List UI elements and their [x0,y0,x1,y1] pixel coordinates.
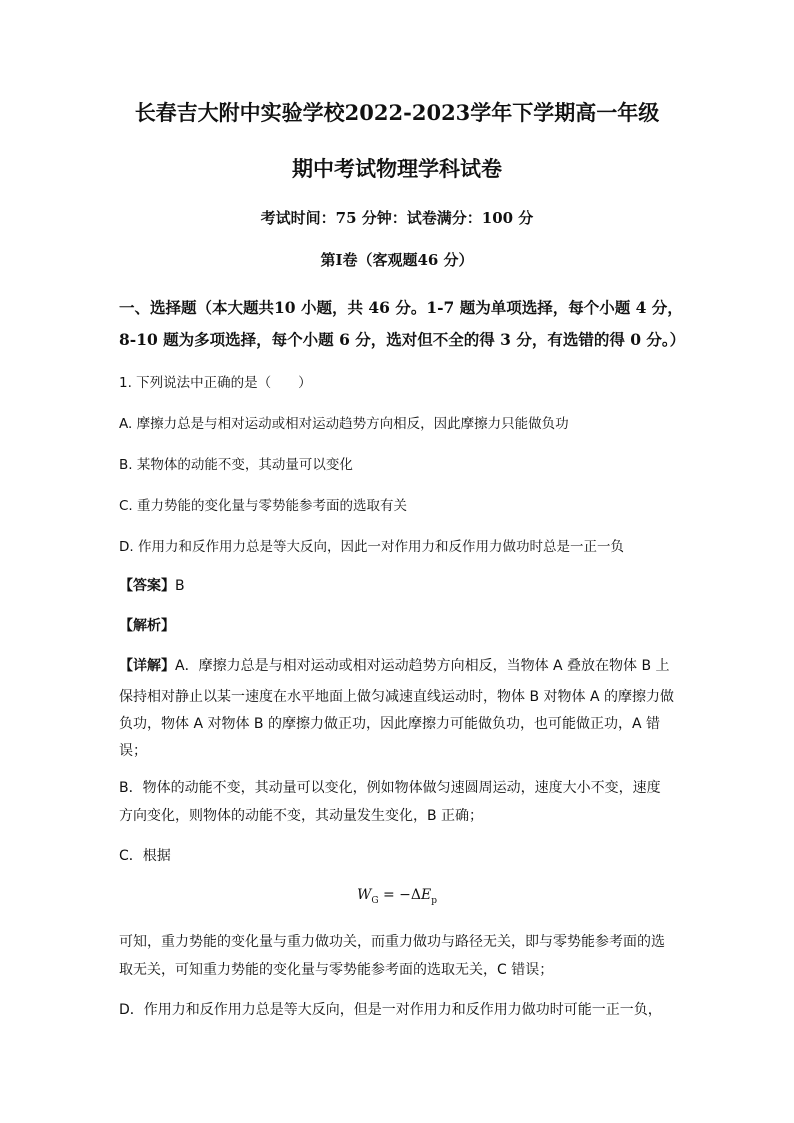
formula-op: = −Δ [378,887,422,903]
d-explanation-line-1: D．作用力和反作用力总是等大反向，但是一对作用力和反作用力做功时可能一正一负， [119,1002,662,1018]
answer-value: B [175,578,185,594]
detail-line-4: 误； [119,743,147,759]
option-d: D. 作用力和反作用力总是等大反向，因此一对作用力和反作用力做功时总是一正一负 [119,539,624,555]
answer-line [119,575,185,595]
c-explanation-line-2: 取无关，可知重力势能的变化量与零势能参考面的选取无关，C 错误； [119,962,554,978]
b-explanation-line-2: 方向变化，则物体的动能不变，其动量发生变化，B 正确； [119,808,484,824]
question-stem: 1. 下列说法中正确的是（ ） [119,375,312,391]
page-title-line-1: 长春吉大附中实验学校2022-2023学年下学期高一年级 [134,100,660,125]
c-explanation-line-1: 可知，重力势能的变化量与重力做功关，而重力做功与路径无关，即与零势能参考面的选 [119,934,665,950]
analysis-label-text: 【解析】 [119,618,175,634]
option-b: B. 某物体的动能不变，其动量可以变化 [119,457,353,473]
b-explanation-line-1: B．物体的动能不变，其动量可以变化，例如物体做匀速圆周运动，速度大小不变，速度 [119,780,661,796]
detail-line-3: 负功，物体 A 对物体 B 的摩擦力做正功，因此摩擦力可能做负功，也可能做正功，A 错 [119,716,661,732]
page-title-line-2: 期中考试物理学科试卷 [292,156,502,181]
section-instructions-line-2: 8-10 题为多项选择，每个小题 6 分，选对但不全的得 3 分，有选错的得 0 分。） [119,330,686,349]
exam-info: 考试时间：75 分钟：试卷满分：100 分 [260,209,534,227]
formula-rhs: E [421,887,432,903]
formula-rhs-sub: p [431,895,438,906]
detail-text-1: A．摩擦力总是与相对运动或相对运动趋势方向相反，当物体 A 叠放在物体 B 上 [175,658,670,674]
formula-lhs: W [356,887,372,903]
detail-line-2: 保持相对静止以某一速度在水平地面上做匀减速直线运动时，物体 B 对物体 A 的摩擦力做 [119,689,674,705]
answer-label: 【答案】 [119,578,175,594]
detail-label: 【详解】 [119,658,175,674]
formula-lhs-sub: G [371,895,379,906]
detail-line-1 [119,655,670,675]
option-a: A. 摩擦力总是与相对运动或相对运动趋势方向相反，因此摩擦力只能做负功 [119,416,569,432]
option-c: C. 重力势能的变化量与零势能参考面的选取有关 [119,498,408,514]
section-instructions-line-1: 一、选择题（本大题共10 小题，共 46 分。1-7 题为单项选择，每个小题 4 分， [119,298,683,317]
analysis-label [119,615,175,635]
part-title: 第Ⅰ卷（客观题46 分） [320,251,474,269]
formula-work-energy [0,887,794,906]
c-intro: C．根据 [119,848,171,864]
